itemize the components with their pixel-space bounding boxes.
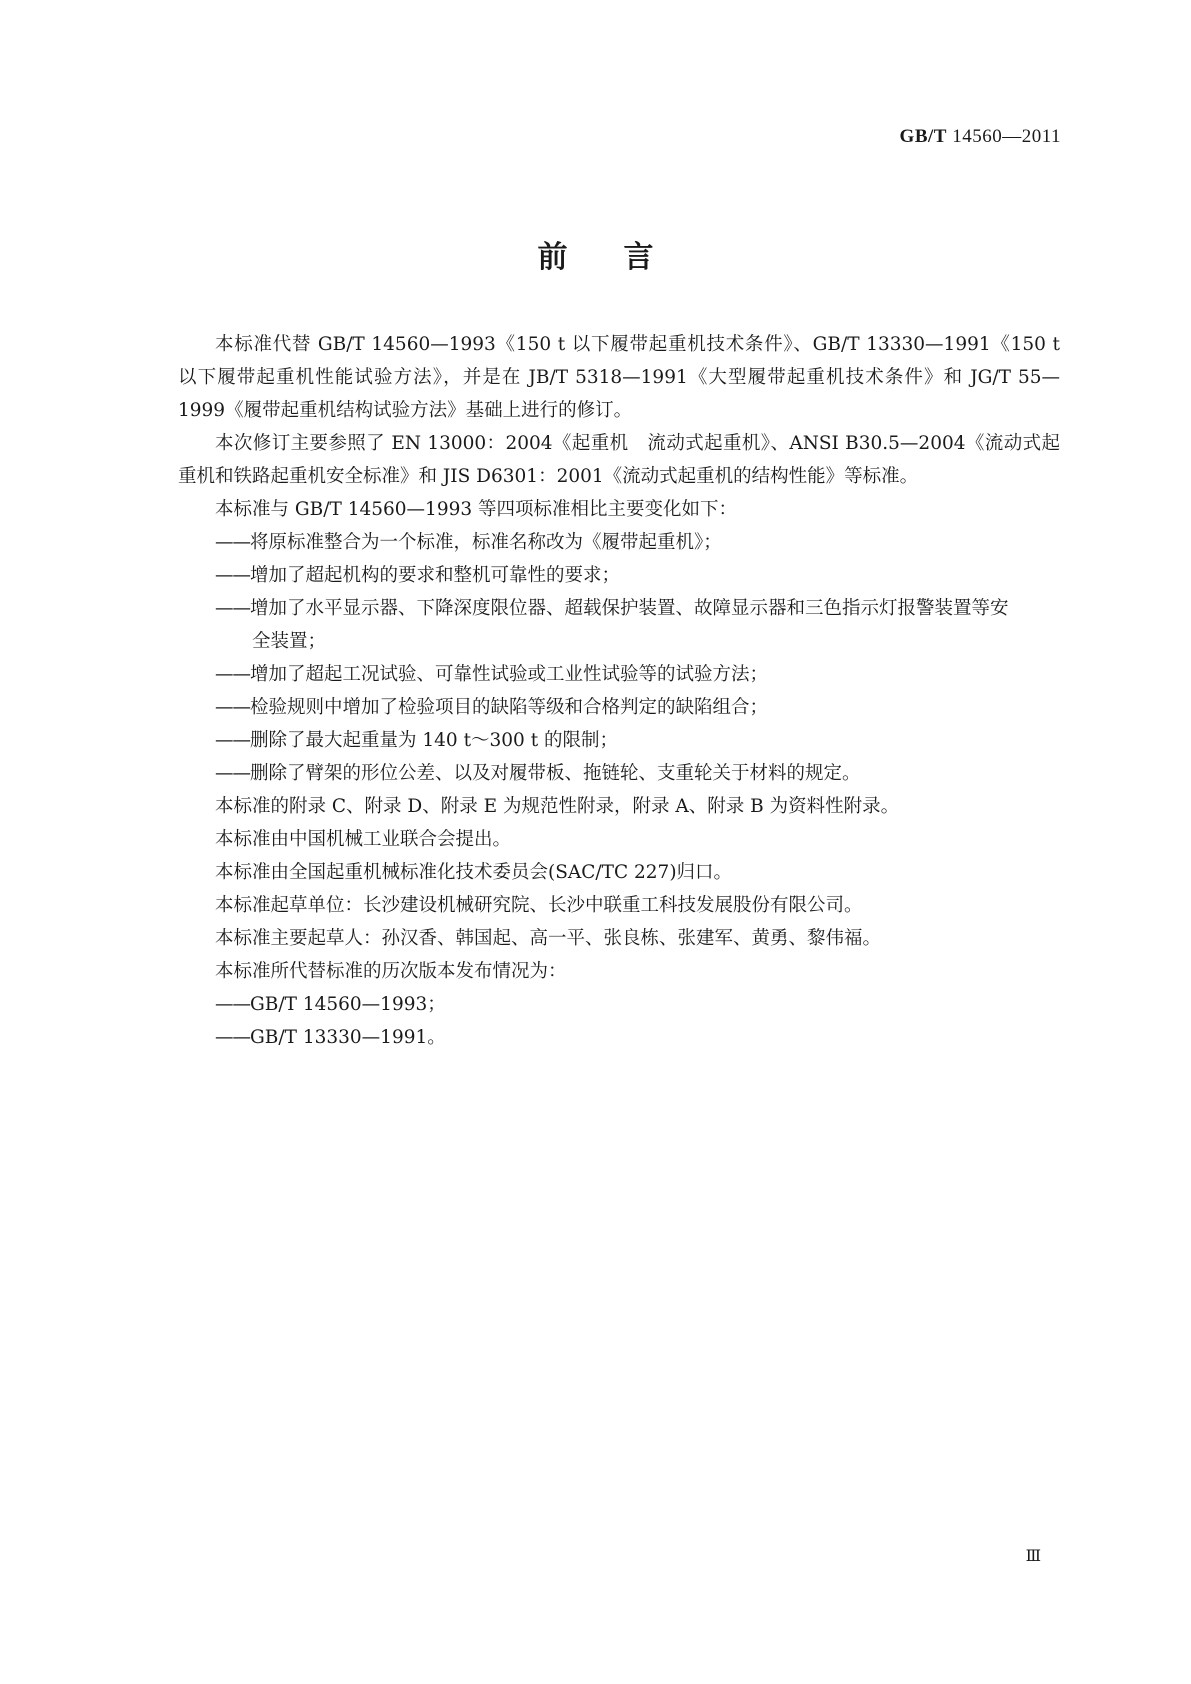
paragraph-committee: 本标准由全国起重机械标准化技术委员会(SAC/TC 227)归口。: [215, 862, 733, 883]
dash-lead: ——: [215, 565, 250, 586]
paragraph-appendices: 本标准的附录 C、附录 D、附录 E 为规范性附录，附录 A、附录 B 为资料性附录。: [215, 796, 900, 817]
change-item-text: 增加了水平显示器、下降深度限位器、超载保护装置、故障显示器和三色指示灯报警装置等安: [250, 598, 1009, 619]
change-item: [178, 757, 1060, 790]
change-item: [178, 526, 1060, 559]
dash-lead: ——: [215, 763, 250, 784]
standard-number: 14560—2011: [952, 126, 1061, 147]
dash-lead: ——: [215, 532, 250, 553]
paragraph-drafting-units: 本标准起草单位：长沙建设机械研究院、长沙中联重工科技发展股份有限公司。: [215, 895, 863, 916]
dash-lead: ——: [215, 598, 250, 619]
change-item: [178, 691, 1060, 724]
change-item-text: 增加了超起机构的要求和整机可靠性的要求；: [250, 565, 621, 586]
document-body: [178, 328, 1060, 1054]
change-item-text: 删除了臂架的形位公差、以及对履带板、拖链轮、支重轮关于材料的规定。: [250, 763, 861, 784]
paragraph-drafters: 本标准主要起草人：孙汉香、韩国起、高一平、张良栋、张建军、黄勇、黎伟福。: [215, 928, 882, 949]
history-item: [178, 1021, 1060, 1054]
dash-lead: ——: [215, 994, 250, 1015]
change-item-text: 检验规则中增加了检验项目的缺陷等级和合格判定的缺陷组合；: [250, 697, 769, 718]
paragraph-references: 本次修订主要参照了 EN 13000：2004《起重机 流动式起重机》、ANSI B30.5—2004《流动式起重机和铁路起重机安全标准》和 JIS D6301：2001《流动式起重机的结构性能》等标准。: [178, 433, 1060, 487]
change-item-text: 增加了超起工况试验、可靠性试验或工业性试验等的试验方法；: [250, 664, 769, 685]
history-item: [178, 988, 1060, 1021]
dash-lead: ——: [215, 664, 250, 685]
change-item: [178, 724, 1060, 757]
history-item-text: GB/T 14560—1993；: [250, 994, 446, 1015]
change-item: [178, 559, 1060, 592]
change-item: [178, 592, 1060, 658]
page-number: Ⅲ: [1025, 1548, 1041, 1565]
paragraph-proposer: 本标准由中国机械工业联合会提出。: [215, 829, 512, 850]
history-item-text: GB/T 13330—1991。: [250, 1027, 446, 1048]
paragraph-history-intro: 本标准所代替标准的历次版本发布情况为：: [215, 961, 567, 982]
change-item-text: 将原标准整合为一个标准，标准名称改为《履带起重机》；: [250, 532, 722, 553]
standard-prefix: GB/T: [899, 126, 947, 147]
change-item: [178, 658, 1060, 691]
dash-lead: ——: [215, 697, 250, 718]
dash-lead: ——: [215, 730, 250, 751]
change-item-text: 删除了最大起重量为 140 t～300 t 的限制；: [250, 730, 619, 751]
dash-lead: ——: [215, 1027, 250, 1048]
page-title: 前言: [537, 240, 710, 275]
change-item-continuation: 全装置；: [252, 631, 327, 652]
paragraph-replacement: 本标准代替 GB/T 14560—1993《150 t 以下履带起重机技术条件》、GB/T 13330—1991《150 t 以下履带起重机性能试验方法》，并是在 JB/T 5318—1991《大型履带起重机技术条件》和 JG/T 55—1999《履带起重机结构试验方法》基础上进行的修订。: [178, 334, 1060, 421]
standard-code: [900, 126, 1061, 148]
paragraph-changes-intro: 本标准与 GB/T 14560—1993 等四项标准相比主要变化如下：: [215, 499, 738, 520]
